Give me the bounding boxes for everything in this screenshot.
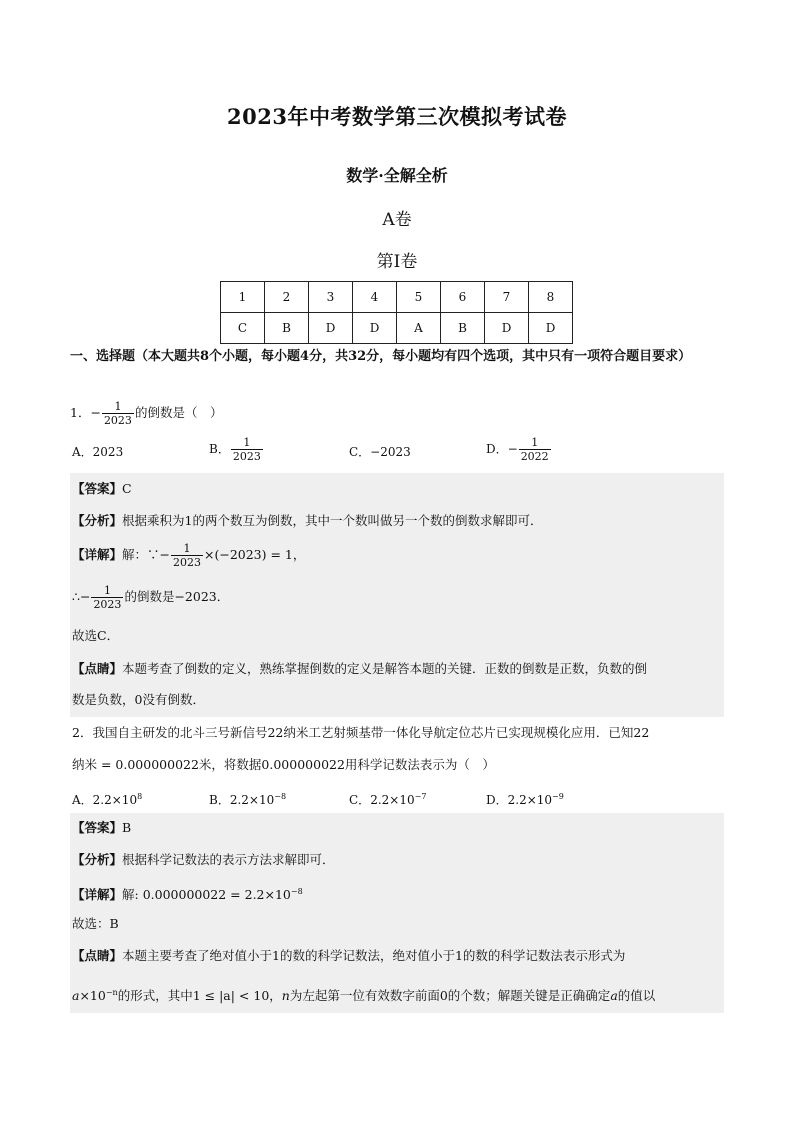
table-cell: D <box>353 313 397 344</box>
comment-text: ×10 <box>79 988 106 1004</box>
page-subtitle: 数学·全解全析 <box>346 166 448 185</box>
option-label: C． <box>349 793 371 807</box>
table-cell: 8 <box>529 282 573 313</box>
q2-comment-line2 <box>72 983 655 1006</box>
fraction-denominator: 2023 <box>93 598 122 611</box>
therefore-text: ∴− <box>72 589 91 604</box>
detail-label: 【详解】 <box>72 887 123 903</box>
math-var: a <box>610 988 618 1004</box>
fraction-denominator: 2023 <box>173 556 201 569</box>
fraction-denominator: 2023 <box>232 450 261 463</box>
q2-choose: 故选：B <box>72 916 119 931</box>
exponent: 8 <box>137 792 143 801</box>
q1-answer <box>72 479 132 499</box>
exponent: −7 <box>414 792 427 801</box>
detail-label: 【详解】 <box>72 547 123 562</box>
therefore-text: 的倒数是−2023． <box>124 589 230 604</box>
answer-table <box>220 281 573 344</box>
section-heading: 一、选择题（本大题共8个小题，每小题4分，共32分，每小题均有四个选项，其中只有一项符合题目要求） <box>70 349 692 364</box>
analysis-text: 根据乘积为1的两个数互为倒数，其中一个数叫做另一个数的倒数求解即可． <box>122 513 543 528</box>
option-d <box>486 436 552 463</box>
minus-sign: − <box>90 405 101 420</box>
option-a: A．2023 <box>72 445 124 459</box>
fraction <box>231 436 263 463</box>
exponent: −9 <box>552 792 564 801</box>
comment-text: 的形式，其中1 ≤ |a| < 10， <box>117 988 282 1004</box>
math-var: n <box>281 988 290 1004</box>
q1-comment-line2: 数是负数，0没有倒数． <box>72 692 205 707</box>
option-c <box>349 787 426 810</box>
comment-label: 【点睛】 <box>72 948 123 963</box>
fraction-denominator: 2023 <box>103 414 132 427</box>
q1-therefore <box>72 584 229 611</box>
comment-text: 本题主要考查了绝对值小于1的数的科学记数法，绝对值小于1的数的科学记数法表示形式为 <box>122 948 626 963</box>
part-label: 第Ⅰ卷 <box>376 252 418 272</box>
q2-analysis <box>72 850 335 870</box>
table-cell: 7 <box>485 282 529 313</box>
q2-comment <box>72 946 625 966</box>
question-1-stem <box>70 400 222 427</box>
comment-text: 的值以 <box>617 988 656 1004</box>
volume-label: A卷 <box>382 210 412 230</box>
fraction <box>519 436 551 463</box>
option-label: D．− <box>486 442 518 456</box>
answer-value: B <box>122 820 132 835</box>
answer-value: C <box>122 481 132 496</box>
table-cell: C <box>221 313 265 344</box>
q1-detail <box>72 542 305 569</box>
table-cell: B <box>441 313 485 344</box>
analysis-text: 根据科学记数法的表示方法求解即可． <box>122 852 335 867</box>
q1-analysis <box>72 511 542 531</box>
question-text: 的倒数是（ ） <box>134 405 223 420</box>
option-value: 2.2×10 <box>229 793 275 807</box>
page-title: 2023年中考数学第三次模拟考试卷 <box>227 104 567 129</box>
answer-label: 【答案】 <box>72 820 123 835</box>
table-cell: 3 <box>309 282 353 313</box>
table-cell: B <box>265 313 309 344</box>
exponent: −8 <box>274 792 287 801</box>
answer-table-answers-row <box>221 313 573 344</box>
option-label: B． <box>209 793 230 807</box>
q1-choose: 故选C． <box>72 628 120 643</box>
analysis-label: 【分析】 <box>72 513 123 528</box>
q2-detail <box>72 882 303 905</box>
table-cell: 4 <box>353 282 397 313</box>
table-cell: 2 <box>265 282 309 313</box>
table-cell: D <box>529 313 573 344</box>
comment-label: 【点睛】 <box>72 661 123 676</box>
detail-text: ×(−2023) = 1， <box>204 547 306 562</box>
table-cell: 1 <box>221 282 265 313</box>
option-label: A． <box>72 793 93 807</box>
fraction-numerator: 1 <box>103 584 111 597</box>
option-b <box>209 436 264 463</box>
comment-text: 为左起第一位有效数字前面0的个数；解题关键是正确确定 <box>289 988 611 1004</box>
option-d <box>486 787 564 810</box>
exponent: −8 <box>290 887 303 896</box>
option-label: B． <box>209 442 230 456</box>
q2-answer <box>72 818 131 838</box>
fraction-numerator: 1 <box>243 436 251 449</box>
fraction-numerator: 1 <box>531 436 539 449</box>
option-a <box>72 787 142 810</box>
option-b <box>209 787 286 810</box>
option-label: D． <box>486 793 508 807</box>
fraction-denominator: 2022 <box>520 450 549 463</box>
table-cell: 6 <box>441 282 485 313</box>
q1-comment <box>72 659 647 679</box>
fraction <box>91 584 123 611</box>
option-value: 2.2×10 <box>92 793 138 807</box>
detail-text: 解：∵− <box>122 547 170 562</box>
detail-text: 解: 0.000000022 = 2.2×10 <box>122 887 291 903</box>
question-2-stem-line2: 纳米 = 0.000000022米，将数据0.000000022用科学记数法表示为（ ） <box>72 757 495 772</box>
answer-table-numbers-row <box>221 282 573 313</box>
table-cell: D <box>485 313 529 344</box>
fraction <box>171 542 203 569</box>
answer-label: 【答案】 <box>72 481 123 496</box>
fraction-numerator: 1 <box>114 400 122 413</box>
option-value: 2.2×10 <box>507 793 553 807</box>
fraction <box>102 400 134 427</box>
math-var: a <box>72 988 80 1004</box>
comment-text: 本题考查了倒数的定义，熟练掌握倒数的定义是解答本题的关键．正数的倒数是正数，负数的倒 <box>122 661 648 676</box>
fraction-numerator: 1 <box>183 542 191 555</box>
table-cell: A <box>397 313 441 344</box>
option-c: C．−2023 <box>349 445 411 459</box>
table-cell: 5 <box>397 282 441 313</box>
option-value: 2.2×10 <box>370 793 415 807</box>
question-2-stem-line1: 2．我国自主研发的北斗三号新信号22纳米工艺射频基带一体化导航定位芯片已实现规模化应用．已知22 <box>72 725 650 740</box>
analysis-label: 【分析】 <box>72 852 123 867</box>
table-cell: D <box>309 313 353 344</box>
exponent: −n <box>105 988 118 997</box>
question-number: 1． <box>70 405 91 420</box>
